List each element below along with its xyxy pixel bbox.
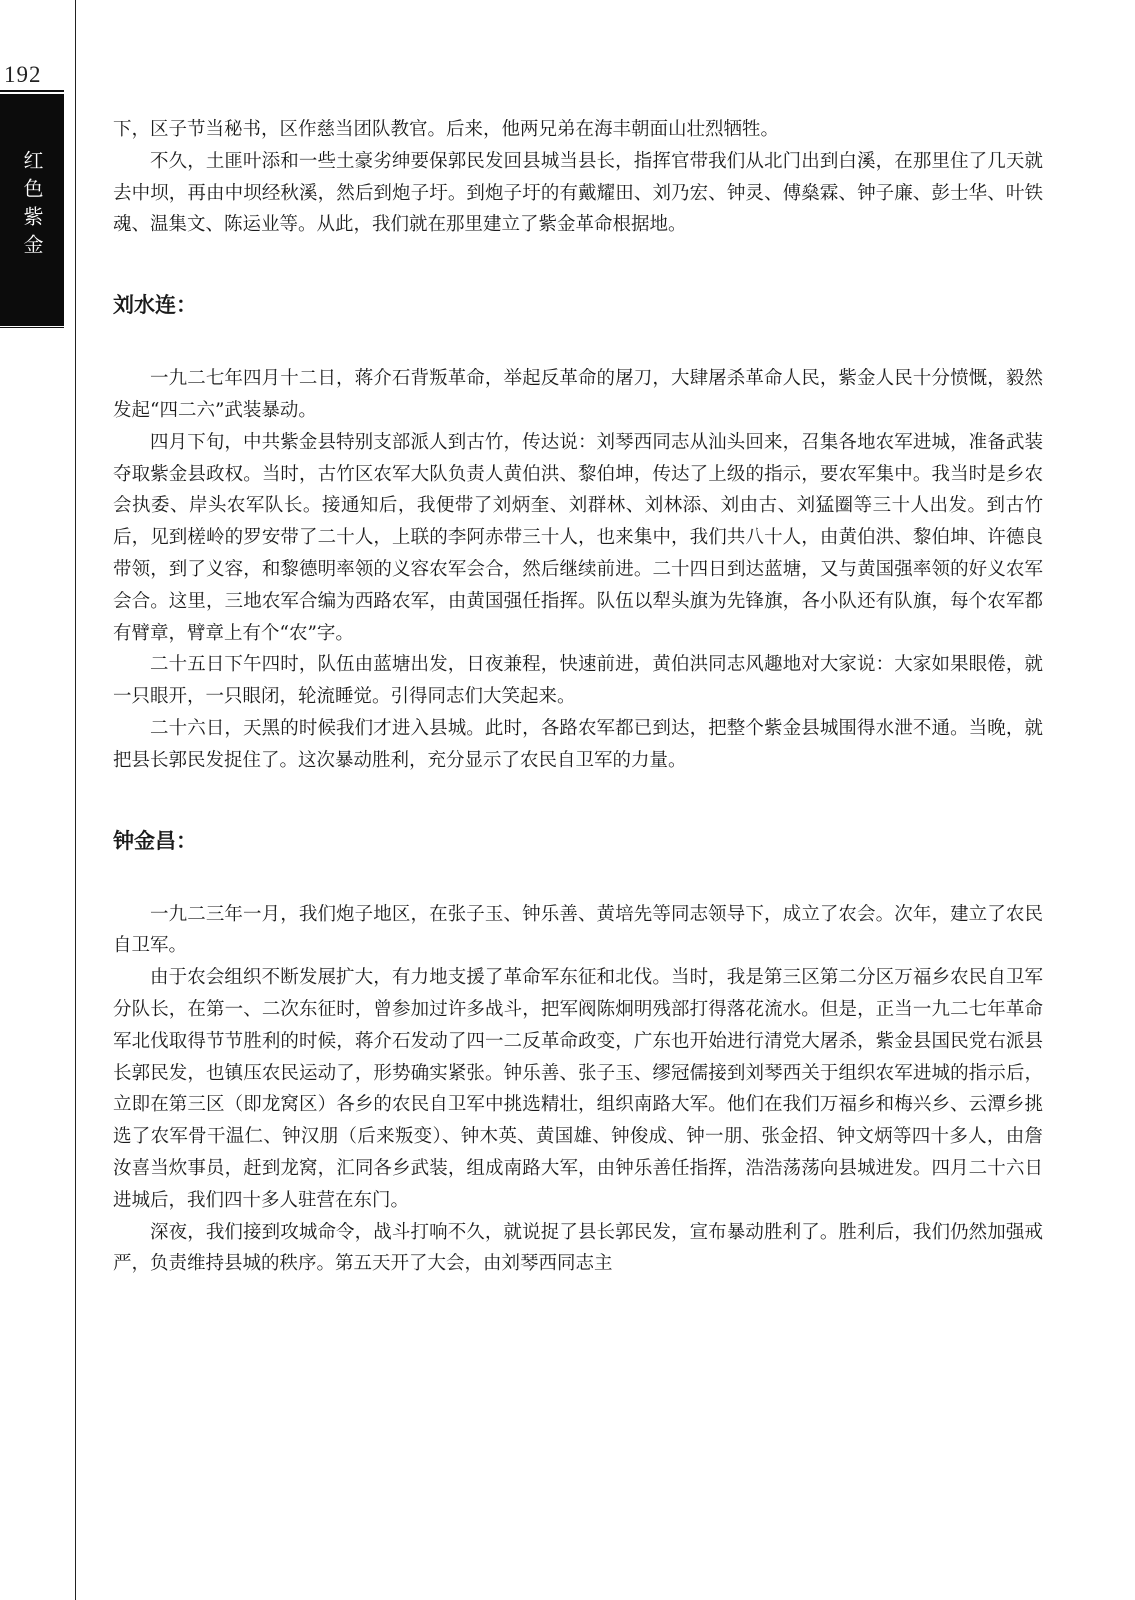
paragraph: 不久，土匪叶添和一些土豪劣绅要保郭民发回县城当县长，指挥官带我们从北门出到白溪，在那里住了几天就去中坝，再由中坝经秋溪，然后到炮子圩。到炮子圩的有戴耀田、刘乃宏、钟灵、傅燊霖、钟子廉、彭士华、叶铁魂、温集文、陈运业等。从此，我们就在那里建立了紫金革命根据地。 <box>113 150 1043 236</box>
page-content <box>113 114 1043 1280</box>
paragraph: 下，区子节当秘书，区作慈当团队教官。后来，他两兄弟在海丰朝面山壮烈牺牲。 <box>113 119 780 140</box>
side-tab-top-rule <box>0 90 64 92</box>
paragraph: 由于农会组织不断发展扩大，有力地支援了革命军东征和北伐。当时，我是第三区第二分区万福乡农民自卫军分队长，在第一、二次东征时，曾参加过许多战斗，把军阀陈炯明残部打得落花流水。但是，正当一九二七年革命军北伐取得节节胜利的时候，蒋介石发动了四一二反革命政变，广东也开始进行清党大屠杀，紫金县国民党右派县长郭民发，也镇压农民运动了，形势确实紧张。钟乐善、张子玉、缪冠儒接到刘琴西关于组织农军进城的指示后，立即在第三区（即龙窝区）各乡的农民自卫军中挑选精壮，组织南路大军。他们在我们万福乡和梅兴乡、云潭乡挑选了农军骨干温仁、钟汉朋（后来叛变）、钟木英、黄国雄、钟俊成、钟一朋、张金招、钟文炳等四十多人，由詹汝喜当炊事员，赶到龙窝，汇同各乡武装，组成南路大军，由钟乐善任指挥，浩浩荡荡向县城进发。四月二十六日进城后，我们四十多人驻营在东门。 <box>113 967 1043 1211</box>
margin-rule <box>75 0 76 1600</box>
paragraph: 一九二七年四月十二日，蒋介石背叛革命，举起反革命的屠刀，大肆屠杀革命人民，紫金人民十分愤慨，毅然发起“四二六”武装暴动。 <box>113 368 1043 421</box>
paragraph: 四月下旬，中共紫金县特别支部派人到古竹，传达说：刘琴西同志从汕头回来，召集各地农军进城，准备武装夺取紫金县政权。当时，古竹区农军大队负责人黄伯洪、黎伯坤，传达了上级的指示，要农军集中。我当时是乡农会执委、岸头农军队长。接通知后，我便带了刘炳奎、刘群林、刘林添、刘由古、刘猛圈等三十人出发。到古竹后，见到槎岭的罗安带了二十人，上联的李阿赤带三十人，也来集中，我们共八十人，由黄伯洪、黎伯坤、许德良带领，到了义容，和黎德明率领的义容农军会合，然后继续前进。二十四日到达蓝塘，又与黄国强率领的好义农军会合。这里，三地农军合编为西路农军，由黄国强任指挥。队伍以犁头旗为先锋旗，各小队还有队旗，每个农军都有臂章，臂章上有个“农”字。 <box>113 431 1043 644</box>
side-tab-bottom-rule <box>0 327 64 328</box>
paragraph: 深夜，我们接到攻城命令，战斗打响不久，就说捉了县长郭民发，宣布暴动胜利了。胜利后，我们仍然加强戒严，负责维持县城的秩序。第五天开了大会，由刘琴西同志主 <box>113 1221 1043 1275</box>
page-number: 192 <box>4 62 42 87</box>
paragraph: 二十六日，天黑的时候我们才进入县城。此时，各路农军都已到达，把整个紫金县城围得水泄不通。当晚，就把县长郭民发捉住了。这次暴动胜利，充分显示了农民自卫军的力量。 <box>113 717 1043 771</box>
side-tab <box>0 94 64 326</box>
speaker-heading-liu-shuilian: 刘水连： <box>113 293 197 318</box>
side-tab-label: 红色紫金 <box>20 150 44 262</box>
paragraph: 二十五日下午四时，队伍由蓝塘出发，日夜兼程，快速前进，黄伯洪同志风趣地对大家说：大家如果眼倦，就一只眼开，一只眼闭，轮流睡觉。引得同志们大笑起来。 <box>113 654 1043 708</box>
speaker-heading-zhong-jinchang: 钟金昌： <box>113 828 197 853</box>
paragraph: 一九二三年一月，我们炮子地区，在张子玉、钟乐善、黄培先等同志领导下，成立了农会。次年，建立了农民自卫军。 <box>113 903 1043 957</box>
